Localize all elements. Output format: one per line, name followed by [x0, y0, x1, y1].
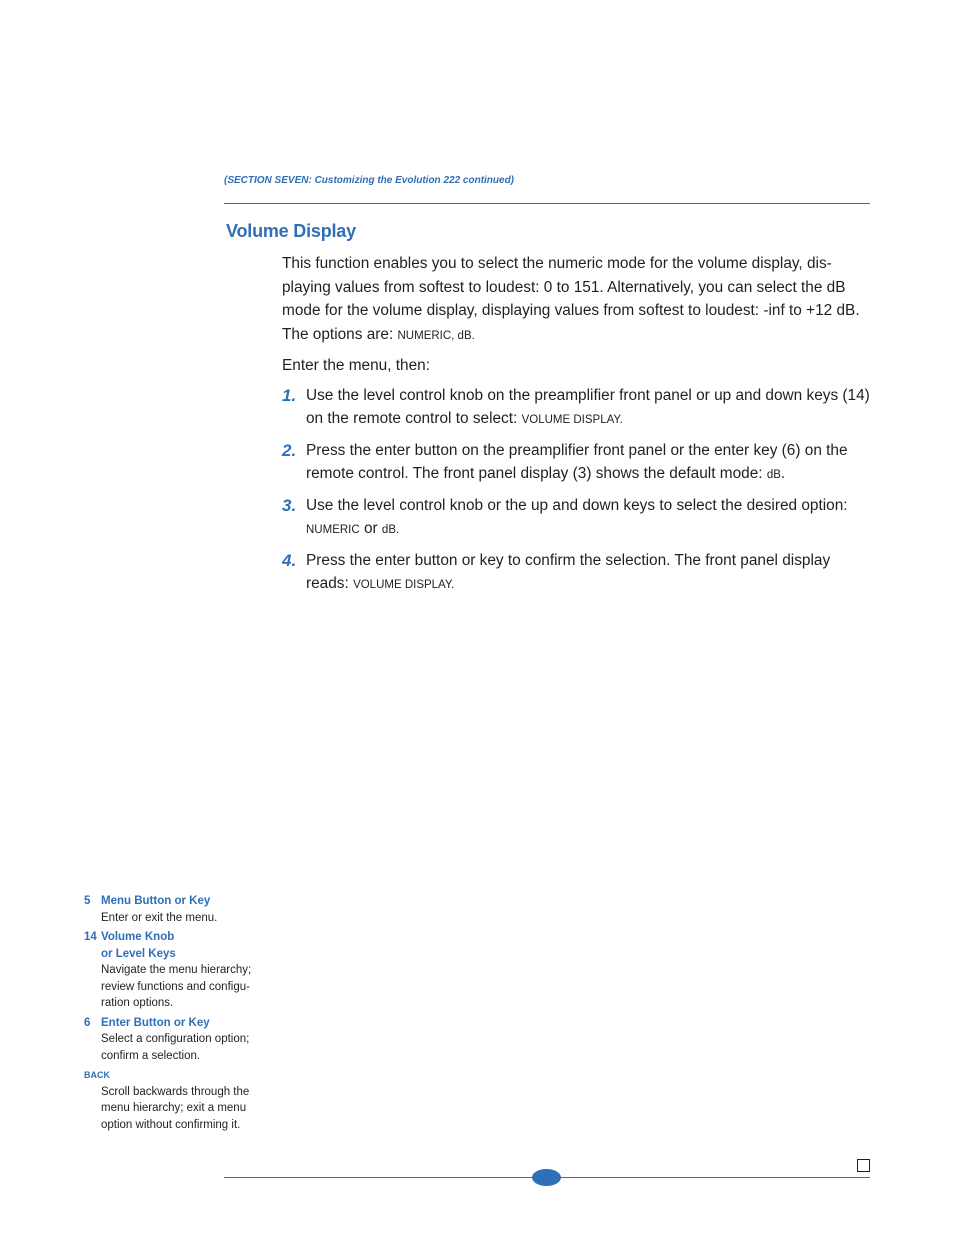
legend-entry-enter [84, 1015, 264, 1065]
header-rule [224, 203, 870, 204]
step-option: dB [766, 469, 781, 481]
step-text: Press the enter button on the preamplifier front panel or the enter key (6) on the remote control. The front panel display (3) shows the default mode: [306, 441, 848, 482]
legend-entry-title [84, 1015, 264, 1032]
main-body [282, 252, 870, 604]
step-number: 1. [282, 385, 297, 405]
legend-entry-title [84, 929, 264, 946]
legend-key-number: 5 [84, 895, 91, 907]
section-header: (SECTION SEVEN: Customizing the Evolution 222 continued) [224, 175, 515, 186]
step-option: VOLUME DISPLAY. [353, 579, 455, 591]
step-text: Use the level control knob on the preamplifier front panel or up and down keys (14) on the remote control to select: [306, 386, 870, 427]
legend-entry-desc: Scroll backwards through the menu hierarchy; exit a menu option without confirming it. [101, 1085, 250, 1131]
intro-paragraph [282, 252, 870, 348]
step-number: 4. [282, 550, 297, 570]
legend-entry-desc: Select a configuration option; confirm a selection. [101, 1033, 250, 1062]
intro-text: This function enables you to select the numeric mode for the volume display, dis-playing values from softest to loudest: 0 to 151. Alternatively, you can select the dB mode for the volume display, displaying values from softest to loudest: -inf to +12 dB. The options are: [282, 255, 860, 343]
step-3 [282, 494, 870, 543]
step-suffix: . [780, 465, 786, 482]
page-number-oval [532, 1169, 561, 1186]
step-1 [282, 384, 870, 433]
step-text: Use the level control knob or the up and down keys to select the desired option: [306, 496, 848, 514]
step-option: NUMERIC [306, 524, 360, 536]
legend-key-number: 14 [84, 931, 97, 943]
sidebar-key-legend [84, 893, 264, 1136]
legend-entry-back [84, 1067, 264, 1133]
step-number: 3. [282, 495, 297, 515]
legend-title-text: Menu Button or Key [101, 895, 211, 907]
legend-entry-title-2 [84, 946, 264, 963]
legend-entry-menu [84, 893, 264, 926]
legend-entry-desc: Enter or exit the menu. [101, 911, 218, 924]
enter-menu-text: Enter the menu, then: [282, 357, 431, 374]
legend-title-text: Enter Button or Key [101, 1016, 210, 1029]
step-text: Press the enter button or key to confirm the selection. The front panel display reads: [306, 551, 831, 592]
corner-box-icon [857, 1159, 870, 1172]
step-4 [282, 549, 870, 598]
legend-entry-volume [84, 929, 264, 1012]
legend-title-text-2: or Level Keys [101, 947, 176, 960]
step-option-2: dB. [381, 524, 400, 536]
step-option: VOLUME DISPLAY. [521, 414, 623, 426]
intro-options: NUMERIC, dB. [397, 329, 475, 342]
step-middle: or [359, 520, 382, 537]
legend-title-text: Volume Knob [101, 931, 175, 943]
page-title: Volume Display [226, 221, 356, 241]
step-2 [282, 439, 870, 488]
legend-entry-title [84, 893, 264, 910]
legend-key-number: 6 [84, 1016, 91, 1029]
legend-back-label: BACK [84, 1070, 110, 1080]
steps-list [282, 384, 870, 598]
legend-entry-desc: Navigate the menu hierarchy; review functions and configu-ration options. [101, 964, 252, 1009]
step-number: 2. [282, 440, 297, 460]
